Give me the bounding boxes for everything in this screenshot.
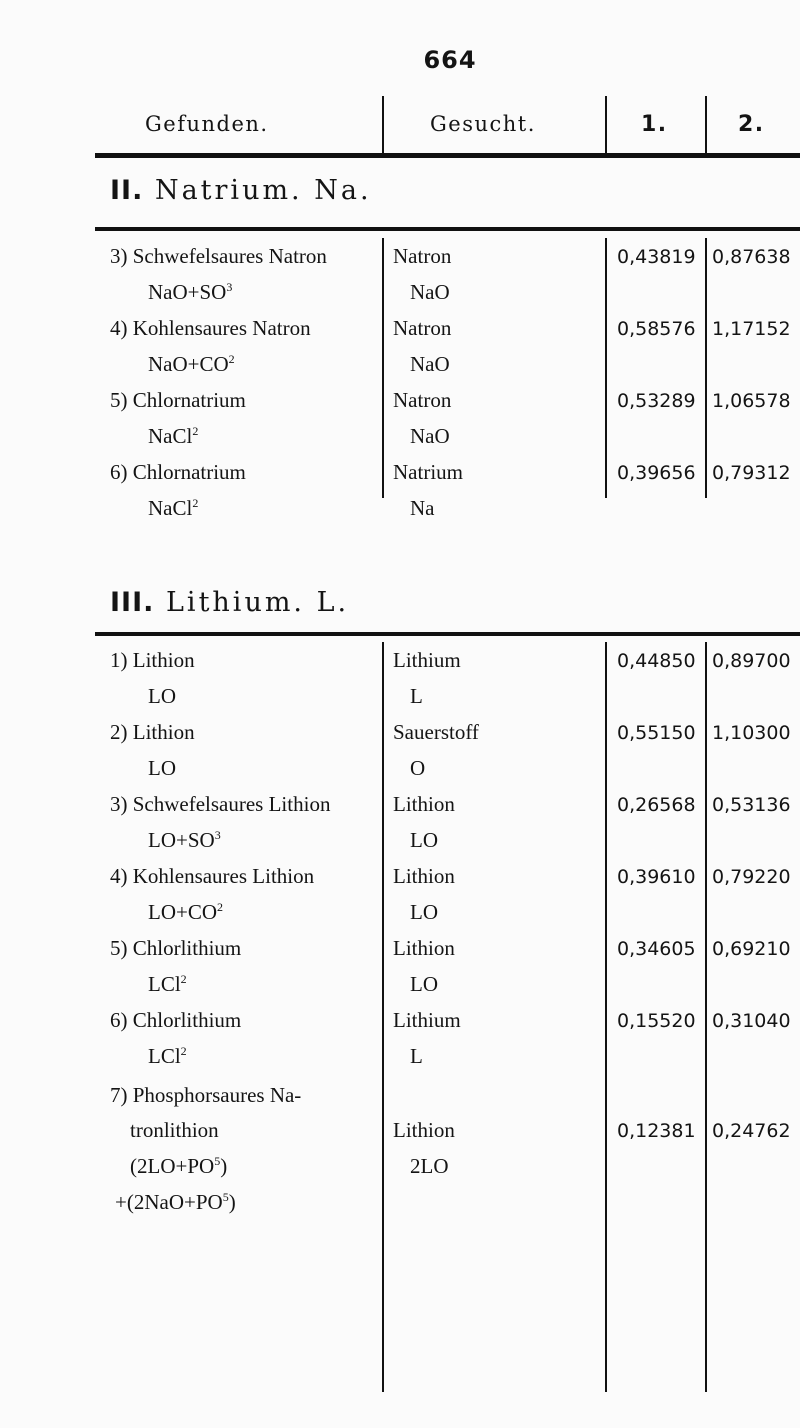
row-gefunden: 6) Chlorlithium (110, 1008, 242, 1032)
row-gesucht: Lithion (393, 864, 455, 888)
row-value-2: 0,31040 (712, 1010, 791, 1032)
section-title (110, 175, 372, 206)
row-value-2: 0,79220 (712, 866, 791, 888)
row-gesucht: Lithion (393, 936, 455, 960)
row-value-1: 0,44850 (617, 650, 696, 672)
row-value-1: 0,58576 (617, 318, 696, 340)
row-gesucht-formula: LO (410, 972, 438, 996)
row-gesucht: Natron (393, 244, 452, 268)
row-gesucht-formula: NaO (410, 280, 450, 304)
header-col-1: 1. (641, 112, 668, 137)
row-value-1: 0,39610 (617, 866, 696, 888)
row-gesucht-formula: LO (410, 828, 438, 852)
row-value-2: 0,79312 (712, 462, 791, 484)
row-gefunden: 3) Schwefelsaures Lithion (110, 792, 331, 816)
row-value-1: 0,55150 (617, 722, 696, 744)
row-gefunden-line: 7) Phosphorsaures Na- (110, 1083, 302, 1107)
row-gesucht: Lithion (393, 792, 455, 816)
row-formula: LCl$^2$ (148, 1044, 187, 1068)
row-gesucht: Natron (393, 316, 452, 340)
row-formula: $LO+SO^3$ (148, 828, 221, 852)
row-gesucht: Sauerstoff (393, 720, 479, 744)
section-symbol: Na. (314, 175, 372, 206)
row-value-2: 1,06578 (712, 390, 791, 412)
header-divider (605, 96, 607, 156)
header-divider (382, 96, 384, 156)
header-rule (95, 153, 800, 158)
section-title (110, 587, 349, 618)
row-formula: $+(2NaO+PO^5)$ (115, 1190, 236, 1214)
row-gefunden: 5) Chlorlithium (110, 936, 242, 960)
page-number: 664 (423, 46, 477, 74)
row-formula: LO (148, 756, 176, 780)
row-value-2: 0,24762 (712, 1120, 791, 1142)
header-gefunden: Gefunden. (145, 112, 269, 136)
row-gefunden: 4) Kohlensaures Natron (110, 316, 311, 340)
row-value-1: 0,43819 (617, 246, 696, 268)
row-value-2: 0,87638 (712, 246, 791, 268)
header-gesucht: Gesucht. (430, 112, 536, 136)
row-formula: LCl$^2$ (148, 972, 187, 996)
row-value-1: 0,12381 (617, 1120, 696, 1142)
row-gefunden: 3) Schwefelsaures Natron (110, 244, 327, 268)
row-gefunden: 5) Chlornatrium (110, 388, 246, 412)
row-value-2: 1,17152 (712, 318, 791, 340)
section-rule (95, 632, 800, 636)
row-formula: NaCl$^2$ (148, 424, 199, 448)
row-gesucht-formula: NaO (410, 424, 450, 448)
row-gesucht: Natron (393, 388, 452, 412)
row-value-2: 0,69210 (712, 938, 791, 960)
row-formula: $(2LO+PO^5)$ (130, 1154, 228, 1178)
row-gesucht-formula: O (410, 756, 426, 780)
row-value-2: 1,10300 (712, 722, 791, 744)
row-gesucht-formula: L (410, 684, 423, 708)
header-divider (705, 96, 707, 156)
row-gefunden: 2) Lithion (110, 720, 195, 744)
section-name: Natrium. (154, 175, 303, 206)
row-value-1: 0,53289 (617, 390, 696, 412)
section-rule (95, 227, 800, 231)
row-gefunden-line: tronlithion (130, 1118, 219, 1142)
row-gesucht-formula: L (410, 1044, 423, 1068)
row-gesucht: Lithium (393, 1008, 461, 1032)
row-gesucht: Lithium (393, 648, 461, 672)
section-symbol: L. (316, 587, 350, 618)
row-gefunden: 4) Kohlensaures Lithion (110, 864, 315, 888)
row-gefunden: 6) Chlornatrium (110, 460, 246, 484)
row-gesucht: Natrium (393, 460, 463, 484)
section-name: Lithium. (166, 587, 306, 618)
column-divider (605, 238, 607, 498)
column-divider (382, 238, 384, 498)
row-gesucht: Lithion (393, 1118, 455, 1142)
row-formula: $LO+CO^2$ (148, 900, 224, 924)
row-value-1: 0,15520 (617, 1010, 696, 1032)
section-number: II. (110, 175, 144, 206)
row-gesucht-formula: 2LO (410, 1154, 449, 1178)
row-formula: $NaO+SO^3$ (148, 280, 233, 304)
header-col-2: 2. (738, 112, 765, 137)
row-gesucht-formula: LO (410, 900, 438, 924)
row-value-1: 0,39656 (617, 462, 696, 484)
row-value-1: 0,26568 (617, 794, 696, 816)
column-divider (605, 642, 607, 1392)
row-gesucht-formula: NaO (410, 352, 450, 376)
row-value-1: 0,34605 (617, 938, 696, 960)
section-number: III. (110, 587, 155, 618)
column-divider (382, 642, 384, 1392)
row-value-2: 0,89700 (712, 650, 791, 672)
row-formula: $NaO+CO^2$ (148, 352, 235, 376)
column-divider (705, 642, 707, 1392)
column-divider (705, 238, 707, 498)
row-value-2: 0,53136 (712, 794, 791, 816)
row-formula: LO (148, 684, 176, 708)
row-gesucht-formula: Na (410, 496, 435, 520)
row-formula: NaCl$^2$ (148, 496, 199, 520)
row-gefunden: 1) Lithion (110, 648, 195, 672)
